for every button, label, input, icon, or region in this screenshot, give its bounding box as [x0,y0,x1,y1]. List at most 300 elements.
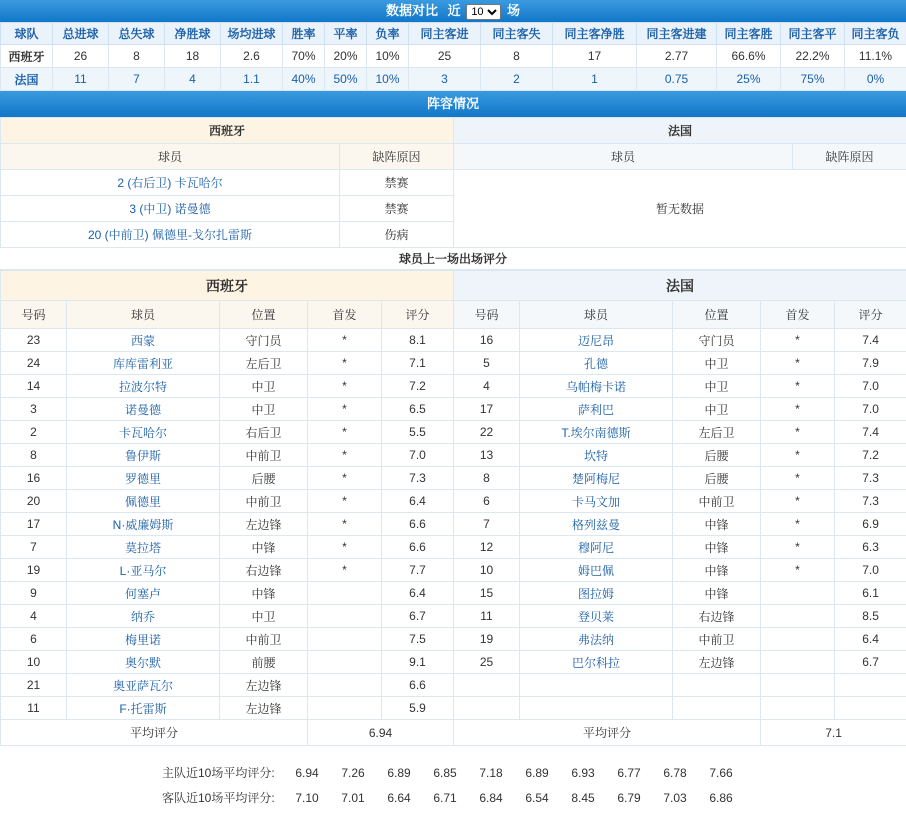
ratings-number: 17 [1,513,67,536]
ratings-number: 23 [1,329,67,352]
comparison-cell-0: 26 [53,45,109,68]
ratings-player-name[interactable]: 佩德里 [67,490,220,513]
comparison-cell-5: 20% [325,45,367,68]
ratings-score: 7.2 [382,375,454,398]
lineup-table [0,117,906,248]
ratings-header-right-4: 评分 [835,301,906,329]
ratings-starter: * [308,398,382,421]
table-row [1,444,906,467]
ratings-header-right-0: 号码 [454,301,520,329]
lineup-section-title: 阵容情况 [0,91,906,117]
comparison-header-cell-13: 同主客平 [781,23,845,45]
ratings-header-left-4: 评分 [382,301,454,329]
table-row [1,467,906,490]
table-row [1,628,906,651]
ratings-position: 后腰 [673,444,761,467]
ratings-header-right-2: 位置 [673,301,761,329]
ratings-starter: * [308,421,382,444]
ratings-starter [308,651,382,674]
ratings-position: 中锋 [673,559,761,582]
data-compare-near-label: 近 [447,3,461,18]
ratings-score: 6.6 [382,513,454,536]
ratings-score: 7.4 [835,329,906,352]
ratings-position: 左边锋 [220,697,308,720]
ratings-starter [761,628,835,651]
away-average-value-2: 6.64 [387,791,411,805]
comparison-header-cell-0: 球队 [1,23,53,45]
home-average-value-3: 6.85 [433,766,457,780]
lineup-player-name[interactable]: 20 (中前卫) 佩德里-戈尔扎雷斯 [1,222,340,248]
ratings-number: 13 [454,444,520,467]
ratings-starter: * [308,375,382,398]
ratings-player-name[interactable]: 梅里诺 [67,628,220,651]
table-row [1,45,906,68]
ratings-score: 6.5 [382,398,454,421]
ratings-player-name[interactable]: 莫拉塔 [67,536,220,559]
ratings-score: 7.9 [835,352,906,375]
lineup-away-col-reason: 缺阵原因 [793,144,906,170]
home-average-value-8: 6.78 [663,766,687,780]
ratings-player-name[interactable]: F·托雷斯 [67,697,220,720]
ratings-score: 9.1 [382,651,454,674]
home-average-value-5: 6.89 [525,766,549,780]
ratings-position: 中前卫 [220,628,308,651]
ratings-player-name[interactable]: 奥亚萨瓦尔 [67,674,220,697]
ratings-player-name[interactable]: 迈尼昂 [520,329,673,352]
comparison-cell-3: 2.6 [221,45,283,68]
ratings-player-name[interactable]: 纳乔 [67,605,220,628]
ratings-player-name[interactable]: L·亚马尔 [67,559,220,582]
ratings-empty-cell [454,674,520,697]
ratings-number: 6 [454,490,520,513]
ratings-home-average-label: 平均评分 [1,720,308,746]
comparison-header-cell-1: 总进球 [53,23,109,45]
comparison-team-name: 法国 [1,68,53,91]
ratings-player-name[interactable]: 罗德里 [67,467,220,490]
ratings-starter [308,674,382,697]
table-row [1,352,906,375]
ratings-position: 中锋 [220,536,308,559]
comparison-header-row [1,23,906,45]
ratings-starter: * [761,329,835,352]
home-average-value-9: 7.66 [709,766,733,780]
comparison-cell-6: 10% [367,45,409,68]
table-row [1,513,906,536]
ratings-position: 右边锋 [220,559,308,582]
away-average-value-5: 6.54 [525,791,549,805]
home-average-value-1: 7.26 [341,766,365,780]
ratings-empty-cell [761,697,835,720]
ratings-player-name[interactable]: 卡瓦哈尔 [67,421,220,444]
ratings-score: 7.7 [382,559,454,582]
ratings-starter [308,697,382,720]
ratings-player-name[interactable]: 卡马文加 [520,490,673,513]
comparison-header-cell-7: 负率 [367,23,409,45]
ratings-position: 中前卫 [673,628,761,651]
ratings-position: 守门员 [220,329,308,352]
ratings-average-row [1,720,906,746]
comparison-team-name: 西班牙 [1,45,53,68]
comparison-cell-12: 75% [781,68,845,91]
ratings-number: 7 [454,513,520,536]
ratings-score: 6.4 [835,628,906,651]
ratings-number: 5 [454,352,520,375]
ratings-score: 7.2 [835,444,906,467]
comparison-header-cell-9: 同主客失 [481,23,553,45]
data-compare-bar [0,0,906,22]
comparison-header-cell-6: 平率 [325,23,367,45]
ratings-player-name[interactable]: 楚阿梅尼 [520,467,673,490]
comparison-header-cell-2: 总失球 [109,23,165,45]
ratings-score: 5.5 [382,421,454,444]
ratings-header-right-1: 球员 [520,301,673,329]
ratings-position: 左后卫 [673,421,761,444]
ratings-player-name[interactable]: T.埃尔南德斯 [520,421,673,444]
ratings-starter: * [761,352,835,375]
ratings-score: 7.1 [382,352,454,375]
table-row [1,674,906,697]
ratings-score: 6.7 [382,605,454,628]
ratings-away-average-label: 平均评分 [454,720,761,746]
ratings-header-left-1: 球员 [67,301,220,329]
home-average-value-4: 7.18 [479,766,503,780]
lineup-home-team: 西班牙 [1,118,454,144]
ratings-score: 6.4 [382,582,454,605]
away-average-value-3: 6.71 [433,791,457,805]
ratings-position: 中锋 [673,513,761,536]
away-recent-averages [0,789,906,806]
table-row [1,651,906,674]
comparison-header-cell-12: 同主客胜 [717,23,781,45]
ratings-number: 8 [454,467,520,490]
ratings-score: 6.4 [382,490,454,513]
ratings-number: 14 [1,375,67,398]
comparison-cell-3: 1.1 [221,68,283,91]
comparison-cell-7: 25 [409,45,481,68]
ratings-player-name[interactable]: N·威廉姆斯 [67,513,220,536]
ratings-number: 17 [454,398,520,421]
ratings-player-name[interactable]: 诺曼德 [67,398,220,421]
table-row [1,329,906,352]
ratings-position: 右边锋 [673,605,761,628]
ratings-position: 中卫 [673,352,761,375]
ratings-table [0,270,906,746]
data-compare-label: 数据对比 [386,3,439,18]
ratings-starter [761,605,835,628]
table-row [1,605,906,628]
ratings-number: 19 [1,559,67,582]
ratings-empty-cell [835,674,906,697]
ratings-starter [308,582,382,605]
away-average-value-9: 6.86 [709,791,733,805]
ratings-starter: * [308,513,382,536]
ratings-home-average-value: 6.94 [308,720,454,746]
away-average-value-7: 6.79 [617,791,641,805]
away-average-value-8: 7.03 [663,791,687,805]
ratings-player-name[interactable]: 萨利巴 [520,398,673,421]
ratings-player-name[interactable]: 库库雷利亚 [67,352,220,375]
ratings-score: 6.7 [835,651,906,674]
ratings-player-name[interactable]: 乌帕梅卡诺 [520,375,673,398]
ratings-player-name[interactable]: 拉波尔特 [67,375,220,398]
ratings-score: 7.0 [835,375,906,398]
comparison-header-cell-14: 同主客负 [845,23,906,45]
comparison-cell-13: 11.1% [845,45,906,68]
ratings-position: 中前卫 [220,490,308,513]
comparison-table [0,22,906,91]
ratings-position: 后腰 [673,467,761,490]
comparison-cell-4: 70% [283,45,325,68]
ratings-header-left-0: 号码 [1,301,67,329]
comparison-header-cell-10: 同主客净胜 [553,23,637,45]
table-row [1,697,906,720]
ratings-number: 2 [1,421,67,444]
ratings-header-row [1,301,906,329]
comparison-cell-11: 66.6% [717,45,781,68]
comparison-cell-0: 11 [53,68,109,91]
comparison-header-cell-5: 胜率 [283,23,325,45]
ratings-number: 19 [454,628,520,651]
ratings-number: 15 [454,582,520,605]
lineup-absence-reason: 伤病 [340,222,454,248]
ratings-number: 22 [454,421,520,444]
comparison-header-cell-4: 场均进球 [221,23,283,45]
ratings-position: 前腰 [220,651,308,674]
footer-averages [0,746,906,816]
ratings-number: 6 [1,628,67,651]
lineup-absence-reason: 禁赛 [340,170,454,196]
comparison-cell-4: 40% [283,68,325,91]
ratings-score: 7.0 [835,398,906,421]
ratings-empty-cell [673,697,761,720]
table-row [1,559,906,582]
ratings-number: 12 [454,536,520,559]
comparison-cell-5: 50% [325,68,367,91]
ratings-starter: * [761,559,835,582]
ratings-position: 中卫 [220,398,308,421]
table-row [1,536,906,559]
ratings-position: 中锋 [220,582,308,605]
ratings-score: 7.3 [835,490,906,513]
lineup-home-col-player: 球员 [1,144,340,170]
ratings-number: 24 [1,352,67,375]
ratings-number: 8 [1,444,67,467]
table-row [1,68,906,91]
ratings-position: 中锋 [673,582,761,605]
ratings-score: 8.1 [382,329,454,352]
ratings-player-name[interactable]: 图拉姆 [520,582,673,605]
ratings-number: 10 [1,651,67,674]
ratings-starter [308,605,382,628]
ratings-starter: * [761,421,835,444]
ratings-starter: * [761,513,835,536]
ratings-away-average-value: 7.1 [761,720,906,746]
ratings-score: 5.9 [382,697,454,720]
ratings-starter: * [308,444,382,467]
ratings-player-name[interactable]: 坎特 [520,444,673,467]
ratings-position: 中卫 [220,375,308,398]
ratings-starter: * [761,490,835,513]
ratings-player-name[interactable]: 弗法纳 [520,628,673,651]
ratings-player-name[interactable]: 登贝莱 [520,605,673,628]
ratings-empty-cell [835,697,906,720]
match-count-select[interactable] [466,4,501,20]
table-row [1,375,906,398]
comparison-cell-8: 2 [481,68,553,91]
ratings-score: 7.3 [382,467,454,490]
ratings-score: 7.3 [835,467,906,490]
lineup-away-col-player: 球员 [454,144,793,170]
ratings-score: 7.5 [382,628,454,651]
ratings-away-team: 法国 [454,271,906,301]
ratings-score: 7.0 [382,444,454,467]
ratings-header-right-3: 首发 [761,301,835,329]
ratings-empty-cell [454,697,520,720]
ratings-number: 9 [1,582,67,605]
ratings-player-name[interactable]: 奥尔默 [67,651,220,674]
ratings-position: 中卫 [220,605,308,628]
ratings-number: 21 [1,674,67,697]
ratings-position: 中前卫 [673,490,761,513]
ratings-header-left-3: 首发 [308,301,382,329]
ratings-position: 守门员 [673,329,761,352]
ratings-starter: * [761,375,835,398]
ratings-starter: * [308,329,382,352]
ratings-score: 6.6 [382,536,454,559]
home-recent-averages [0,764,906,781]
ratings-section-title: 球员上一场出场评分 [0,248,906,270]
ratings-starter: * [761,536,835,559]
lineup-absence-reason: 禁赛 [340,196,454,222]
ratings-player-name[interactable]: 姆巴佩 [520,559,673,582]
ratings-starter: * [308,352,382,375]
ratings-number: 3 [1,398,67,421]
comparison-cell-1: 8 [109,45,165,68]
ratings-home-team: 西班牙 [1,271,454,301]
ratings-number: 20 [1,490,67,513]
comparison-cell-12: 22.2% [781,45,845,68]
ratings-starter: * [761,444,835,467]
ratings-score: 6.1 [835,582,906,605]
ratings-position: 左边锋 [673,651,761,674]
ratings-player-name[interactable]: 巴尔科拉 [520,651,673,674]
comparison-cell-8: 8 [481,45,553,68]
ratings-position: 左边锋 [220,513,308,536]
table-row [1,398,906,421]
comparison-cell-9: 1 [553,68,637,91]
comparison-cell-11: 25% [717,68,781,91]
lineup-player-name[interactable]: 3 (中卫) 诺曼德 [1,196,340,222]
home-average-value-7: 6.77 [617,766,641,780]
ratings-player-name[interactable]: 格列兹曼 [520,513,673,536]
ratings-starter: * [308,559,382,582]
ratings-player-name[interactable]: 西蒙 [67,329,220,352]
lineup-home-col-reason: 缺阵原因 [340,144,454,170]
ratings-position: 中卫 [673,398,761,421]
ratings-player-name[interactable]: 孔德 [520,352,673,375]
ratings-position: 中卫 [673,375,761,398]
comparison-cell-10: 2.77 [637,45,717,68]
comparison-header-cell-3: 净胜球 [165,23,221,45]
ratings-starter: * [761,398,835,421]
ratings-number: 7 [1,536,67,559]
ratings-position: 右后卫 [220,421,308,444]
ratings-player-name[interactable]: 穆阿尼 [520,536,673,559]
comparison-cell-6: 10% [367,68,409,91]
away-average-value-1: 7.01 [341,791,365,805]
table-row [1,490,906,513]
ratings-starter: * [308,490,382,513]
comparison-cell-10: 0.75 [637,68,717,91]
ratings-empty-cell [761,674,835,697]
home-average-value-2: 6.89 [387,766,411,780]
away-average-value-0: 7.10 [295,791,319,805]
comparison-cell-13: 0% [845,68,906,91]
comparison-header-cell-11: 同主客进建 [637,23,717,45]
ratings-score: 7.0 [835,559,906,582]
ratings-score: 6.6 [382,674,454,697]
ratings-player-name[interactable]: 何塞卢 [67,582,220,605]
comparison-cell-9: 17 [553,45,637,68]
lineup-away-empty: 暂无数据 [454,170,906,248]
ratings-starter: * [308,467,382,490]
ratings-number: 11 [454,605,520,628]
ratings-starter [308,628,382,651]
ratings-position: 左边锋 [220,674,308,697]
comparison-header-cell-8: 同主客进 [409,23,481,45]
comparison-cell-7: 3 [409,68,481,91]
home-average-value-0: 6.94 [295,766,319,780]
ratings-number: 10 [454,559,520,582]
ratings-position: 左后卫 [220,352,308,375]
table-row [1,421,906,444]
ratings-number: 25 [454,651,520,674]
ratings-starter [761,582,835,605]
comparison-cell-2: 4 [165,68,221,91]
data-compare-suffix: 场 [506,3,520,18]
ratings-player-name[interactable]: 鲁伊斯 [67,444,220,467]
ratings-score: 7.4 [835,421,906,444]
ratings-starter: * [308,536,382,559]
ratings-empty-cell [673,674,761,697]
home-recent-averages-label: 主队近10场平均评分: [161,766,275,780]
table-row [1,170,906,196]
ratings-starter [761,651,835,674]
ratings-number: 11 [1,697,67,720]
ratings-starter: * [761,467,835,490]
lineup-away-team: 法国 [454,118,906,144]
ratings-number: 16 [454,329,520,352]
ratings-score: 6.3 [835,536,906,559]
ratings-score: 8.5 [835,605,906,628]
ratings-empty-cell [520,697,673,720]
table-row [1,582,906,605]
away-average-value-6: 8.45 [571,791,595,805]
ratings-position: 中前卫 [220,444,308,467]
lineup-player-name[interactable]: 2 (右后卫) 卡瓦哈尔 [1,170,340,196]
ratings-empty-cell [520,674,673,697]
ratings-header-left-2: 位置 [220,301,308,329]
ratings-position: 中锋 [673,536,761,559]
ratings-number: 4 [1,605,67,628]
away-recent-averages-label: 客队近10场平均评分: [161,791,275,805]
ratings-score: 6.9 [835,513,906,536]
comparison-cell-1: 7 [109,68,165,91]
ratings-number: 4 [454,375,520,398]
home-average-value-6: 6.93 [571,766,595,780]
away-average-value-4: 6.84 [479,791,503,805]
ratings-position: 后腰 [220,467,308,490]
